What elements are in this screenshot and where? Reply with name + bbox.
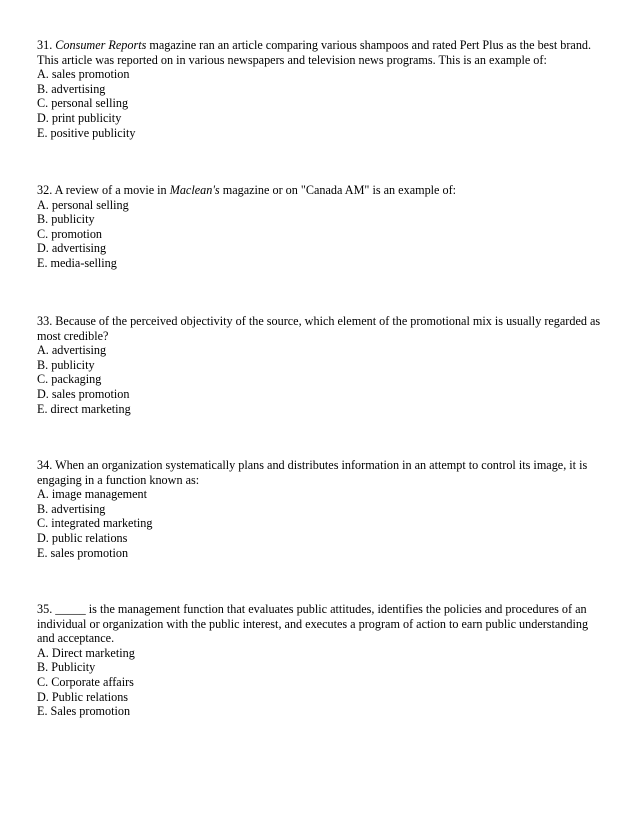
answer-option: D. public relations bbox=[37, 530, 128, 545]
question-number: 32. bbox=[37, 183, 53, 197]
answer-options bbox=[37, 343, 607, 416]
question-34 bbox=[37, 458, 607, 560]
question-35 bbox=[37, 602, 607, 719]
stem-text: A review of a movie in bbox=[54, 183, 170, 197]
question-stem bbox=[37, 38, 607, 67]
publication-title: Consumer Reports bbox=[55, 38, 147, 52]
answer-options bbox=[37, 67, 607, 140]
answer-option: A. sales promotion bbox=[37, 67, 130, 82]
answer-option: B. publicity bbox=[37, 212, 95, 227]
question-33 bbox=[37, 314, 607, 416]
answer-option: C. integrated marketing bbox=[37, 516, 153, 531]
question-number: 35. bbox=[37, 602, 53, 616]
answer-option: E. sales promotion bbox=[37, 545, 129, 560]
answer-option: E. Sales promotion bbox=[37, 704, 131, 719]
answer-option: A. advertising bbox=[37, 343, 107, 358]
answer-option: C. personal selling bbox=[37, 96, 129, 111]
question-number: 33. bbox=[37, 314, 53, 328]
question-stem bbox=[37, 458, 607, 487]
answer-option: D. sales promotion bbox=[37, 386, 130, 401]
answer-option: E. direct marketing bbox=[37, 401, 131, 416]
question-stem bbox=[37, 602, 607, 646]
answer-options bbox=[37, 646, 607, 719]
answer-option: B. advertising bbox=[37, 81, 106, 96]
answer-options bbox=[37, 198, 607, 271]
answer-option: A. Direct marketing bbox=[37, 645, 135, 660]
stem-text: When an organization systematically plans and distributes information in an attempt to control its image, it is engaging in a function known as: bbox=[37, 458, 588, 487]
answer-options bbox=[37, 487, 607, 560]
answer-option: B. advertising bbox=[37, 501, 106, 516]
question-32 bbox=[37, 183, 607, 271]
stem-text: Because of the perceived objectivity of the source, which element of the promotional mix is usually regarded as most credible? bbox=[37, 314, 601, 343]
answer-option: D. Public relations bbox=[37, 689, 129, 704]
question-31 bbox=[37, 38, 607, 140]
stem-text: magazine ran an article comparing various shampoos and rated Pert Plus as the best brand. This article was reported on in various newspapers and television news programs. This is an example of: bbox=[37, 38, 592, 67]
answer-option: A. personal selling bbox=[37, 197, 129, 212]
question-number: 34. bbox=[37, 458, 53, 472]
answer-option: C. packaging bbox=[37, 372, 102, 387]
question-stem bbox=[37, 183, 607, 198]
answer-option: A. image management bbox=[37, 487, 147, 502]
stem-text: magazine or on "Canada AM" is an example of: bbox=[219, 183, 457, 197]
answer-option: D. print publicity bbox=[37, 110, 122, 125]
answer-option: E. media-selling bbox=[37, 255, 117, 270]
answer-option: C. promotion bbox=[37, 226, 103, 241]
answer-option: C. Corporate affairs bbox=[37, 674, 134, 689]
answer-option: B. Publicity bbox=[37, 660, 96, 675]
stem-text: _____ is the management function that evaluates public attitudes, identifies the policies and procedures of an individual or organization with the public interest, and executes a program of action to earn public understanding and acceptance. bbox=[37, 602, 589, 646]
publication-title: Maclean's bbox=[169, 183, 220, 197]
answer-option: D. advertising bbox=[37, 241, 107, 256]
question-stem bbox=[37, 314, 607, 343]
answer-option: E. positive publicity bbox=[37, 125, 136, 140]
answer-option: B. publicity bbox=[37, 357, 95, 372]
question-number: 31. bbox=[37, 38, 53, 52]
